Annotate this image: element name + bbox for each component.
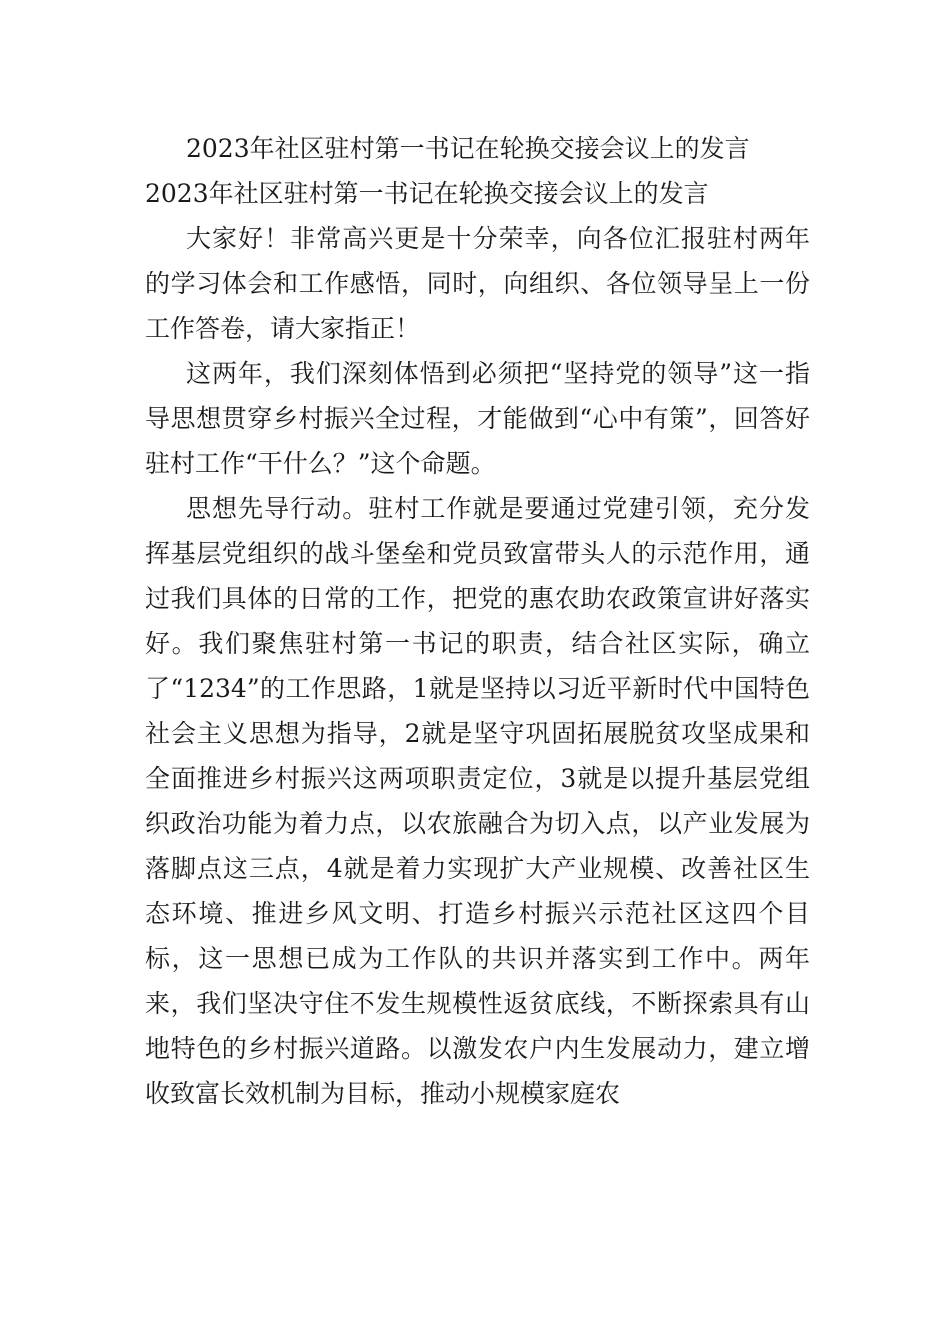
document-body — [145, 126, 810, 1116]
paragraph-work-ideas: 思想先导行动。驻村工作就是要通过党建引领，充分发挥基层党组织的战斗堡垒和党员致富带头人的示范作用，通过我们具体的日常的工作，把党的惠农助农政策宣讲好落实好。我们聚焦驻村第一书记的职责，结合社区实际，确立了“1234”的工作思路，1就是坚持以习近平新时代中国特色社会主义思想为指导，2就是坚守巩固拓展脱贫攻坚成果和全面推进乡村振兴这两项职责定位，3就是以提升基层党组织政治功能为着力点，以农旅融合为切入点，以产业发展为落脚点这三点，4就是着力实现扩大产业规模、改善社区生态环境、推进乡风文明、打造乡村振兴示范社区这四个目标，这一思想已成为工作队的共识并落实到工作中。两年来，我们坚决守住不发生规模性返贫底线，不断探索具有山地特色的乡村振兴道路。以激发农户内生发展动力，建立增收致富长效机制为目标，推动小规模家庭农 — [145, 494, 810, 1108]
document-subtitle: 2023年社区驻村第一书记在轮换交接会议上的发言 — [145, 179, 709, 208]
document-title: 2023年社区驻村第一书记在轮换交接会议上的发言 — [186, 134, 750, 163]
paragraph-party-leadership: 这两年，我们深刻体悟到必须把“坚持党的领导”这一指导思想贯穿乡村振兴全过程，才能做到“心中有策”，回答好驻村工作“干什么？”这个命题。 — [145, 359, 810, 478]
paragraph-greeting: 大家好！非常高兴更是十分荣幸，向各位汇报驻村两年的学习体会和工作感悟，同时，向组织、各位领导呈上一份工作答卷，请大家指正！ — [145, 224, 810, 343]
